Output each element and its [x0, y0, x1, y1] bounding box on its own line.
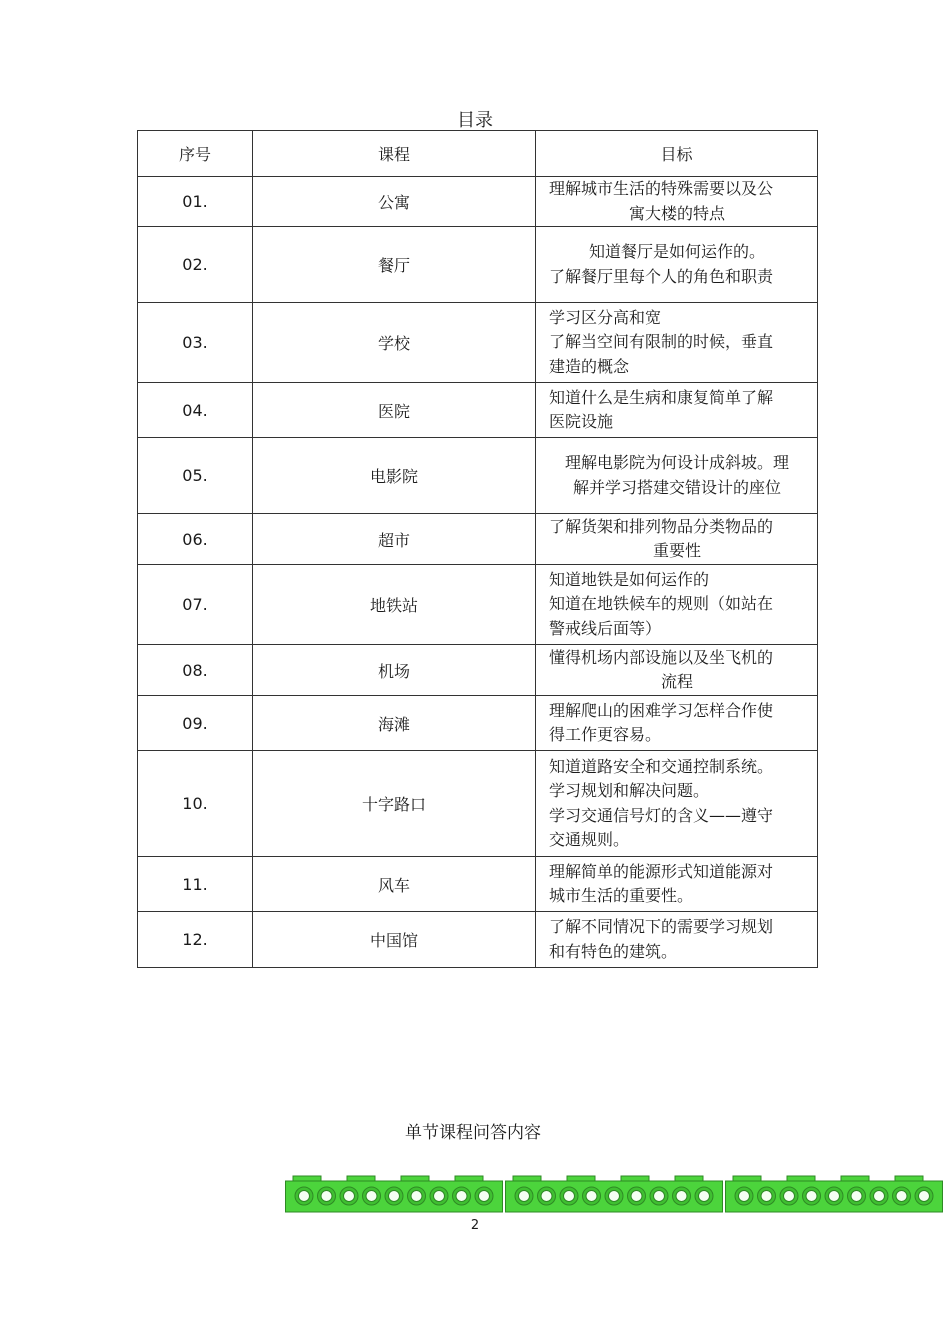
goal-line: 警戒线后面等）	[549, 618, 662, 638]
table-row	[138, 438, 818, 514]
goal-line: 建造的概念	[549, 356, 630, 376]
course-name: 学校	[253, 303, 536, 383]
table-row	[138, 565, 818, 645]
table-row	[138, 857, 818, 912]
goal-line: 知道什么是生病和康复简单了解	[549, 387, 774, 407]
course-name: 公寓	[253, 177, 536, 227]
goal-line: 学习区分高和宽	[549, 307, 662, 327]
course-name: 超市	[253, 514, 536, 565]
row-number: 06.	[138, 514, 253, 565]
lego-brick	[726, 1176, 943, 1212]
course-name: 机场	[253, 645, 536, 696]
header-course: 课程	[253, 131, 536, 177]
table-row	[138, 751, 818, 857]
course-name: 电影院	[253, 438, 536, 514]
course-goal	[536, 565, 818, 645]
row-number: 11.	[138, 857, 253, 912]
goal-line: 知道地铁是如何运作的	[549, 569, 710, 589]
table-row	[138, 912, 818, 968]
course-goal	[536, 514, 818, 565]
row-number: 07.	[138, 565, 253, 645]
goal-line: 和有特色的建筑。	[549, 941, 678, 961]
goal-line: 理解简单的能源形式知道能源对	[549, 861, 774, 881]
course-goal	[536, 177, 818, 227]
goal-line: 知道餐厅是如何运作的。	[588, 242, 765, 261]
row-number: 02.	[138, 227, 253, 303]
goal-line: 懂得机场内部设施以及坐飞机的	[549, 647, 774, 667]
goal-line: 城市生活的重要性。	[549, 886, 694, 905]
goal-line: 学习交通信号灯的含义——遵守	[549, 805, 774, 825]
header-num: 序号	[138, 131, 253, 177]
course-name: 风车	[253, 857, 536, 912]
course-goal	[536, 303, 818, 383]
section-subtitle: 单节课程问答内容	[405, 1123, 541, 1143]
goal-line: 理解电影院为何设计成斜坡。理	[564, 453, 789, 472]
course-table	[137, 130, 818, 968]
course-goal	[536, 438, 818, 514]
table-row	[138, 645, 818, 696]
course-name: 地铁站	[253, 565, 536, 645]
course-goal	[536, 696, 818, 751]
course-goal	[536, 383, 818, 438]
goal-line: 医院设施	[549, 412, 614, 431]
table-row	[138, 514, 818, 565]
row-number: 09.	[138, 696, 253, 751]
course-name: 医院	[253, 383, 536, 438]
goal-line: 重要性	[652, 541, 701, 560]
row-number: 04.	[138, 383, 253, 438]
course-name: 十字路口	[253, 751, 536, 857]
goal-line: 了解餐厅里每个人的角色和职责	[549, 266, 774, 286]
row-number: 12.	[138, 912, 253, 968]
row-number: 01.	[138, 177, 253, 227]
goal-line: 交通规则。	[549, 830, 630, 849]
course-name: 餐厅	[253, 227, 536, 303]
lego-brick	[286, 1176, 503, 1212]
row-number: 08.	[138, 645, 253, 696]
table-row	[138, 383, 818, 438]
lego-brick	[506, 1176, 723, 1212]
course-name: 海滩	[253, 696, 536, 751]
header-goal: 目标	[536, 131, 818, 177]
goal-line: 得工作更容易。	[549, 725, 662, 744]
course-goal	[536, 912, 818, 968]
table-header-row	[138, 131, 818, 177]
page-number: 2	[470, 1218, 480, 1233]
course-goal	[536, 227, 818, 303]
goal-line: 了解不同情况下的需要学习规划	[549, 917, 774, 936]
course-goal	[536, 857, 818, 912]
table-row	[138, 177, 818, 227]
goal-line: 知道道路安全和交通控制系统。	[549, 756, 774, 776]
course-name: 中国馆	[253, 912, 536, 968]
row-number: 05.	[138, 438, 253, 514]
goal-line: 流程	[660, 672, 693, 691]
table-row	[138, 227, 818, 303]
row-number: 03.	[138, 303, 253, 383]
goal-line: 了解当空间有限制的时候，垂直	[549, 332, 774, 352]
page-title: 目录	[457, 110, 493, 131]
goal-line: 寓大楼的特点	[628, 203, 725, 223]
goal-line: 解并学习搭建交错设计的座位	[572, 477, 781, 497]
goal-line: 了解货架和排列物品分类物品的	[549, 516, 774, 536]
course-goal	[536, 645, 818, 696]
table-row	[138, 696, 818, 751]
table-row	[138, 303, 818, 383]
row-number: 10.	[138, 751, 253, 857]
goal-line: 学习规划和解决问题。	[549, 781, 710, 800]
goal-line: 知道在地铁候车的规则（如站在	[549, 594, 774, 614]
course-goal	[536, 751, 818, 857]
lego-bricks-decoration	[285, 1175, 945, 1213]
goal-line: 理解爬山的困难学习怎样合作使	[549, 700, 774, 720]
goal-line: 理解城市生活的特殊需要以及公	[549, 179, 774, 198]
